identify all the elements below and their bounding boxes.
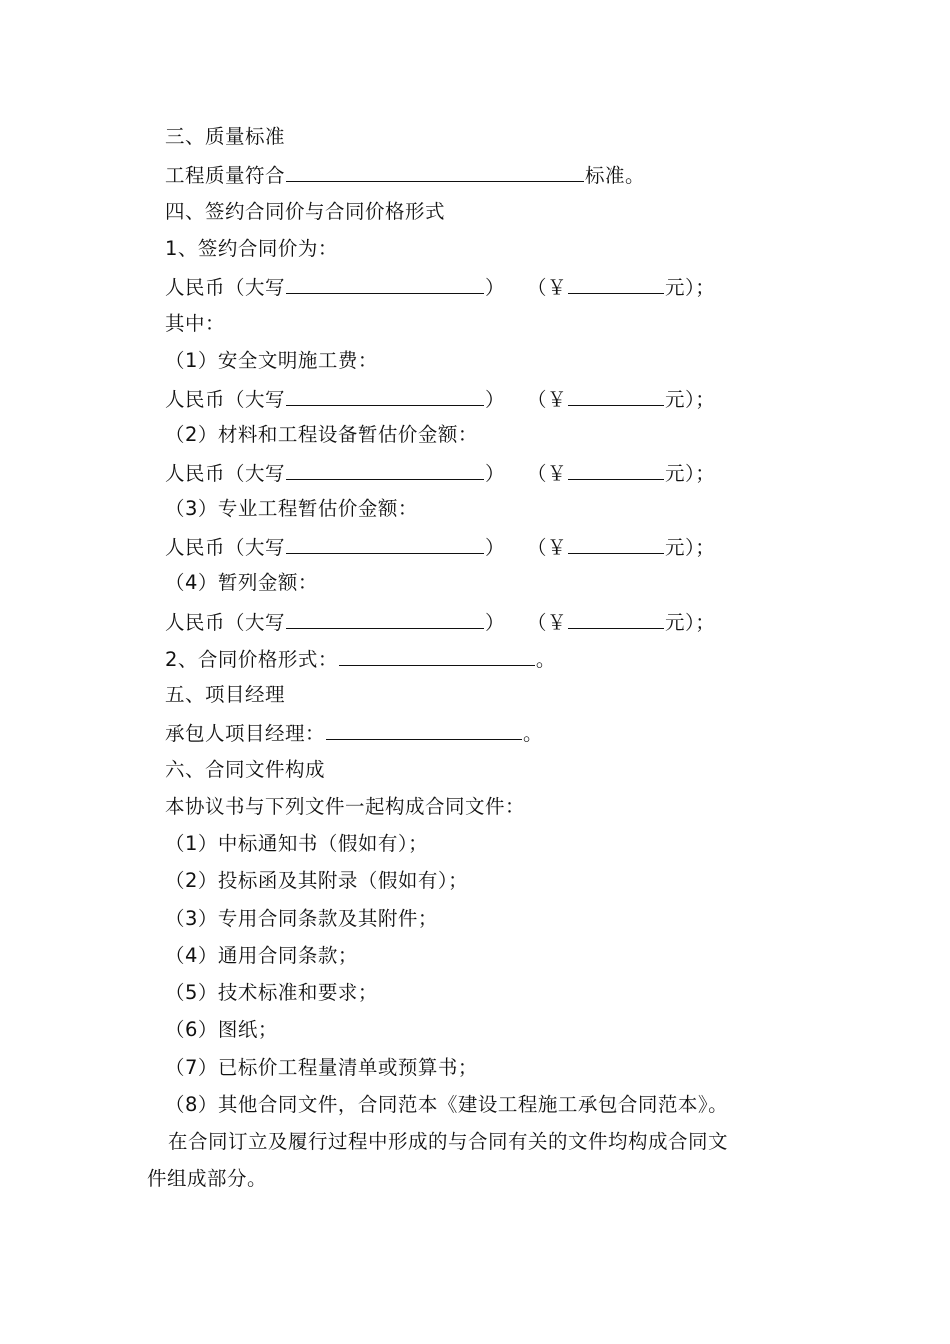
yen-amount-blank[interactable]	[568, 608, 664, 629]
project-manager-blank[interactable]	[326, 719, 522, 740]
price-form-prefix: 2、合同价格形式：	[165, 648, 338, 671]
pm-suffix: 。	[523, 722, 544, 745]
doc-list-item: （2）投标函及其附录（假如有）；	[165, 869, 469, 892]
rmb-amount-words-blank[interactable]	[286, 533, 484, 554]
rmb-prefix: 人民币（大写	[165, 462, 286, 485]
yen-amount-blank[interactable]	[568, 385, 664, 406]
yen-open: （￥	[527, 536, 568, 559]
rmb-amount-words-blank[interactable]	[286, 385, 484, 406]
pm-prefix: 承包人项目经理：	[165, 722, 326, 745]
rmb-amount-words-blank[interactable]	[286, 273, 484, 294]
section-5-heading: 五、项目经理	[165, 683, 286, 706]
rmb-close: ）	[485, 462, 506, 485]
yen-open: （￥	[527, 276, 568, 299]
quality-standard-line	[165, 161, 645, 189]
doc-list-item: （6）图纸；	[165, 1018, 278, 1041]
rmb-line-safety	[165, 385, 715, 413]
yen-close: 元）；	[665, 536, 716, 559]
yen-open: （￥	[527, 462, 568, 485]
yen-amount-blank[interactable]	[568, 533, 664, 554]
doc-list-item: （4）通用合同条款；	[165, 944, 358, 967]
rmb-line-professional	[165, 533, 715, 561]
section-6-heading: 六、合同文件构成	[165, 758, 326, 781]
rmb-amount-words-blank[interactable]	[286, 608, 484, 629]
contract-price-item: 1、签约合同价为：	[165, 237, 338, 260]
doc-list-item: （7）已标价工程量清单或预算书；	[165, 1056, 478, 1079]
yen-close: 元）；	[665, 276, 716, 299]
rmb-line-provisional	[165, 608, 715, 636]
doc-list-item: （8）其他合同文件，合同范本《建设工程施工承包合同范本》。	[165, 1093, 729, 1116]
rmb-close: ）	[485, 388, 506, 411]
yen-amount-blank[interactable]	[568, 459, 664, 480]
rmb-close: ）	[485, 536, 506, 559]
doc-list-item: （1）中标通知书（假如有）；	[165, 832, 429, 855]
price-form-suffix: 。	[535, 648, 556, 671]
rmb-line-contract-price	[165, 273, 715, 301]
project-manager-line	[165, 719, 543, 747]
yen-open: （￥	[527, 388, 568, 411]
quality-standard-blank[interactable]	[286, 161, 584, 182]
rmb-amount-words-blank[interactable]	[286, 459, 484, 480]
doc-list-item: （5）技术标准和要求；	[165, 981, 378, 1004]
rmb-prefix: 人民币（大写	[165, 388, 286, 411]
closing-paragraph-line-2: 件组成部分。	[147, 1167, 268, 1190]
rmb-close: ）	[485, 276, 506, 299]
price-form-line	[165, 645, 556, 673]
sub-item-safety: （1）安全文明施工费：	[165, 349, 378, 372]
rmb-prefix: 人民币（大写	[165, 276, 286, 299]
price-form-blank[interactable]	[339, 645, 535, 666]
rmb-close: ）	[485, 611, 506, 634]
rmb-line-materials	[165, 459, 715, 487]
doc-list-item: （3）专用合同条款及其附件；	[165, 907, 438, 930]
yen-amount-blank[interactable]	[568, 273, 664, 294]
yen-close: 元）；	[665, 388, 716, 411]
section-4-heading: 四、签约合同价与合同价格形式	[165, 200, 446, 223]
sub-item-provisional: （4）暂列金额：	[165, 571, 318, 594]
among-label: 其中：	[165, 312, 226, 335]
rmb-prefix: 人民币（大写	[165, 536, 286, 559]
yen-open: （￥	[527, 611, 568, 634]
sub-item-materials: （2）材料和工程设备暂估价金额：	[165, 423, 478, 446]
sub-item-professional: （3）专业工程暂估价金额：	[165, 497, 418, 520]
contract-docs-intro: 本协议书与下列文件一起构成合同文件：	[165, 795, 526, 818]
quality-suffix: 标准。	[585, 164, 646, 187]
section-3-heading: 三、质量标准	[165, 125, 286, 148]
rmb-prefix: 人民币（大写	[165, 611, 286, 634]
quality-prefix: 工程质量符合	[165, 164, 286, 187]
yen-close: 元）；	[665, 462, 716, 485]
yen-close: 元）；	[665, 611, 716, 634]
closing-paragraph-line-1: 在合同订立及履行过程中形成的与合同有关的文件均构成合同文	[168, 1130, 729, 1153]
